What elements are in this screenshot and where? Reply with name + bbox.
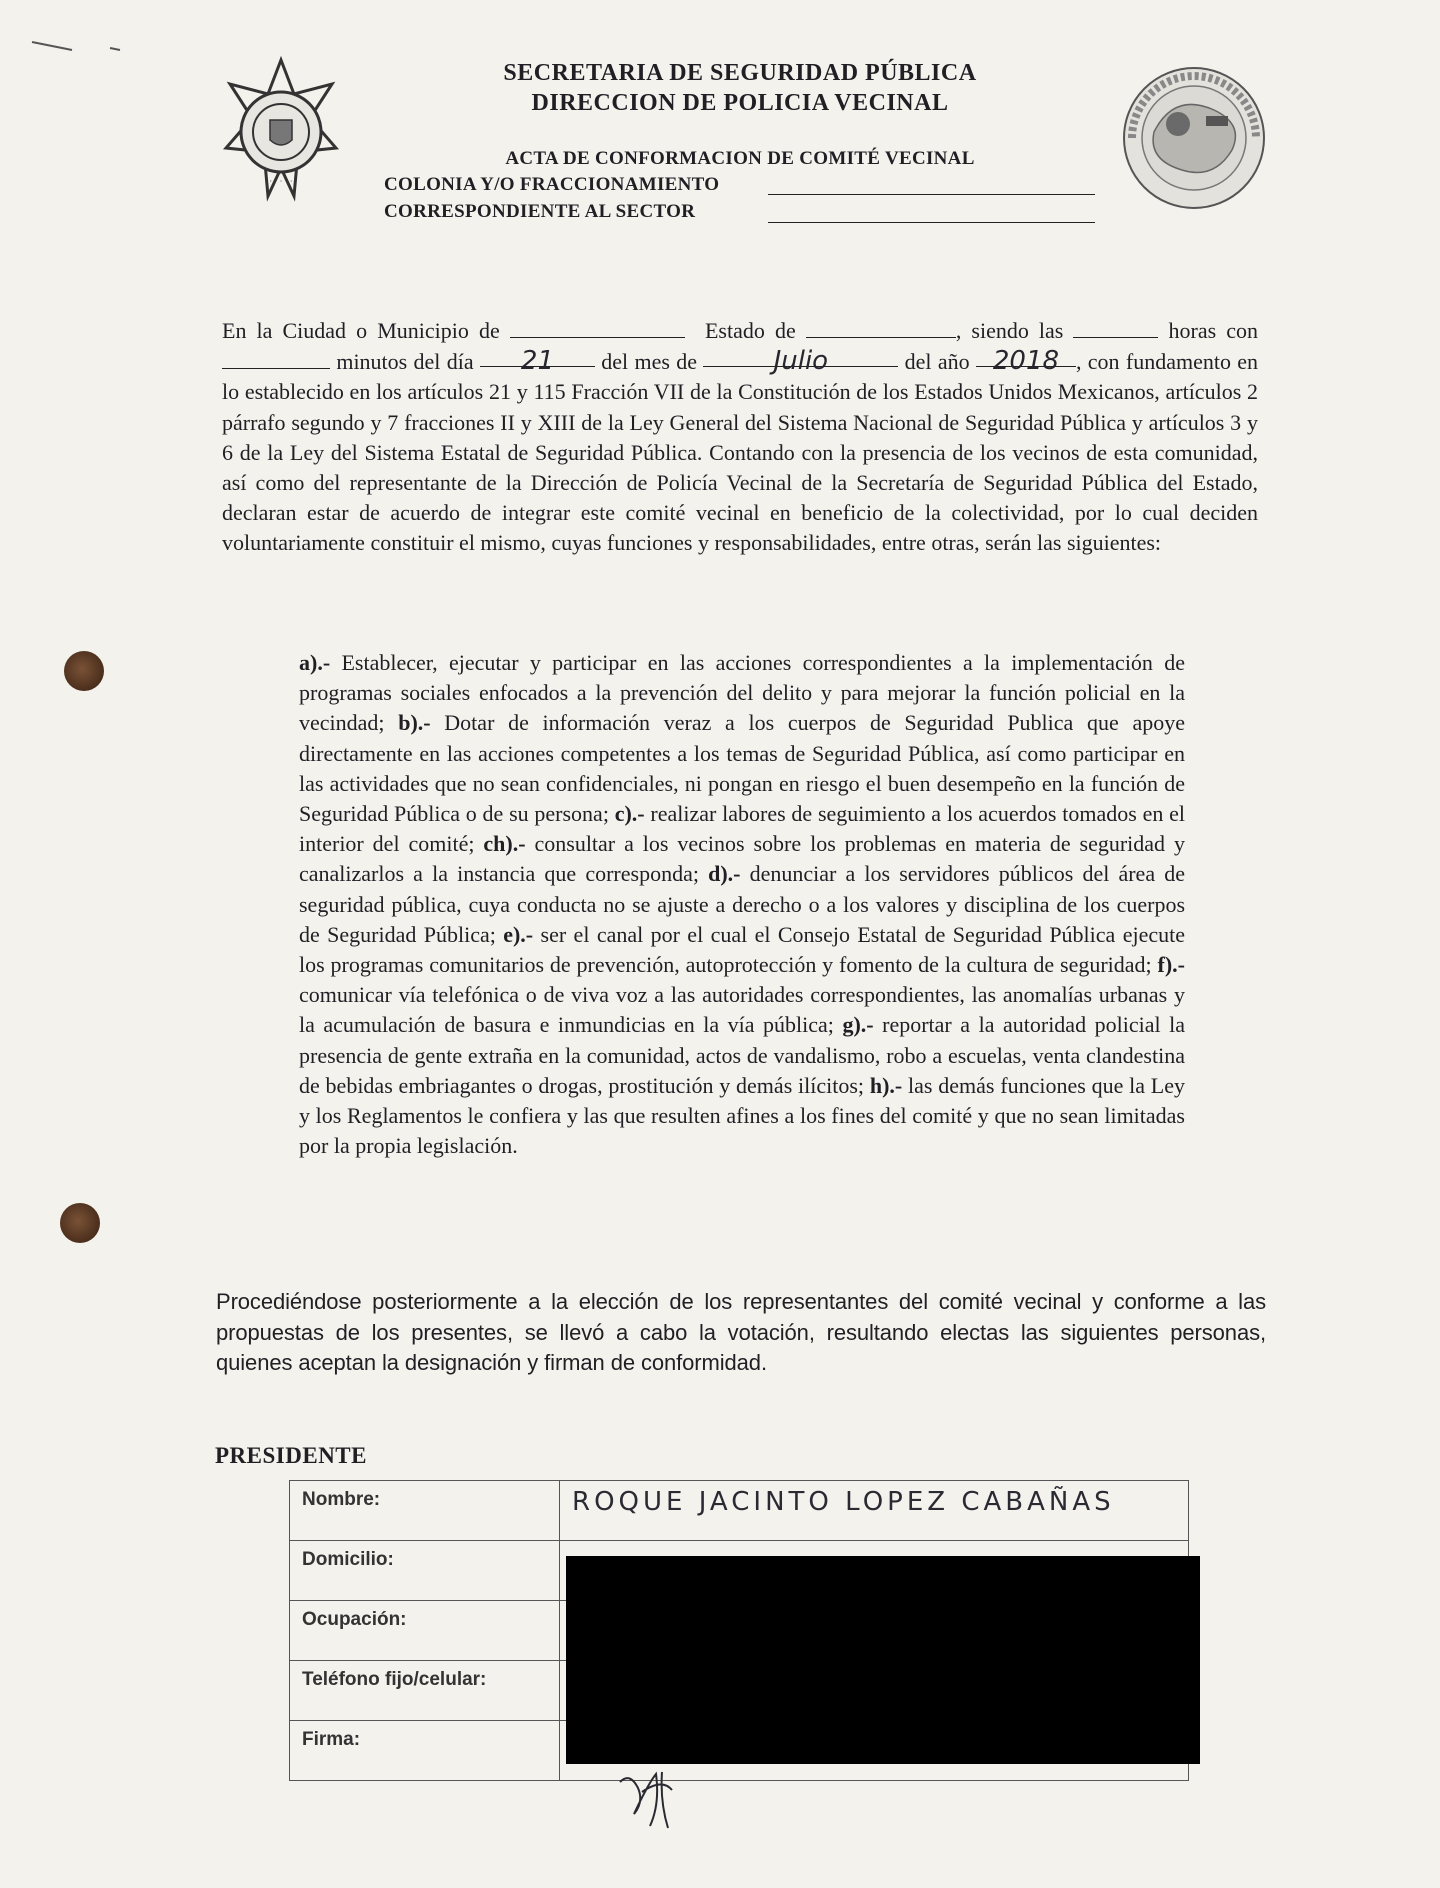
intro-text-2: Estado de — [704, 318, 796, 343]
intro-text-4: horas con — [1168, 318, 1259, 343]
intro-text-8: , con fundamento en lo establecido en los artículos 21 y 115 Fracción VII de la Constitución de los Estados Unidos Mexicanos, artículos 2 párrafo segundo y 7 fracciones II y XIII de la Ley General del Sistema Nacional de Seguridad Pública y artículos 3 y 6 de la Ley del Sistema Estatal de Seguridad Pública. Contando con la presencia de los vecinos de esta comunidad, así como del representante de la Dirección de Policía Vecinal de la Secretaría de Seguridad Pública del Estado, declaran estar de acuerdo de integrar este comité vecinal en beneficio de la colectividad, por lo cual deciden voluntariamente constituir el mismo, cuyas funciones y responsabilidades, entre otras, serán las siguientes: — [222, 349, 1259, 556]
colonia-blank — [768, 194, 1095, 195]
function-d-text: denunciar a los servidores públicos del área de seguridad pública, cuya conducta no se ajuste a derecho o a los valores y disciplina de los cuerpos de Seguridad Pública; — [299, 861, 1185, 947]
nombre-label: Nombre: — [290, 1481, 560, 1541]
estado-blank — [806, 317, 956, 338]
nombre-value-cell — [560, 1481, 1189, 1541]
firma-label: Firma: — [290, 1721, 560, 1781]
function-a-label: a).- — [299, 650, 331, 675]
anio-value: 2018 — [992, 346, 1060, 377]
colonia-label: COLONIA Y/O FRACCIONAMIENTO — [384, 174, 720, 195]
punch-hole-bottom — [60, 1203, 100, 1243]
horas-blank — [1073, 317, 1158, 338]
intro-text-6: del mes de — [601, 349, 698, 375]
function-e-label: e).- — [503, 921, 534, 947]
intro-text-1: En la Ciudad o Municipio de — [222, 318, 500, 343]
function-f-label: f).- — [1157, 952, 1185, 978]
functions-paragraph — [299, 648, 1185, 1161]
closing-paragraph: Procediéndose posteriormente a la elección de los representantes del comité vecinal y conforme a las propuestas de los presentes, se llevó a cabo la votación, resultando electas las siguientes personas, quienes aceptan la designación y firman de conformidad. — [216, 1289, 1266, 1375]
sector-blank — [768, 222, 1095, 223]
intro-text-5: minutos del día — [336, 349, 474, 375]
dia-field — [480, 346, 595, 377]
function-c-label: c).- — [614, 801, 645, 827]
header-title-line-2: DIRECCION DE POLICIA VECINAL — [531, 90, 949, 116]
function-c-text: realizar labores de seguimiento a los acuerdos tomados en el interior del comité; — [299, 801, 1185, 857]
function-f-text: comunicar vía telefónica o de viva voz a las autoridades correspondientes, las anomalías urbanas y la acumulación de basura e inmundicias en la vía pública; — [299, 982, 1185, 1038]
dia-value: 21 — [520, 346, 554, 377]
function-d-label: d).- — [708, 861, 741, 887]
function-g-text: reportar a la autoridad policial la presencia de gente extraña en la comunidad, actos de vandalismo, robo a escuelas, venta clandestina de bebidas embriagantes o drogas, prostitución y demás ilícitos; — [299, 1012, 1185, 1098]
signature-scribble — [612, 1762, 682, 1832]
function-b-text: Dotar de información veraz a los cuerpos de Seguridad Publica que apoye directamente en las acciones competentes a los temas de Seguridad Pública, así como participar en las actividades que no sean confidenciales, ni pongan en riesgo el buen desempeño en la función de Seguridad Pública o de su persona; — [299, 710, 1185, 827]
minutos-blank — [222, 348, 330, 369]
function-g-label: g).- — [842, 1012, 874, 1038]
anio-field — [976, 346, 1076, 377]
domicilio-label: Domicilio: — [290, 1541, 560, 1601]
function-h-text: las demás funciones que la Ley y los Reglamentos le confiera y las que resulten afines a los fines del comité y que no sean limitadas por la propia legislación. — [299, 1072, 1186, 1159]
presidente-heading: PRESIDENTE — [215, 1443, 367, 1468]
municipio-blank — [510, 317, 685, 338]
svg-text:· · · · ·: · · · · · — [269, 177, 293, 186]
function-a-text: Establecer, ejecutar y participar en las acciones correspondientes a la implementación de programas sociales enfocados a la prevención del delito y para mejorar la función policial en la vecindad; — [299, 650, 1185, 736]
telefono-label: Teléfono fijo/celular: — [290, 1661, 560, 1721]
stray-mark — [30, 36, 130, 56]
mes-field — [703, 346, 898, 377]
redaction-box — [566, 1556, 1200, 1764]
function-h-label: h).- — [869, 1072, 903, 1098]
ocupacion-label: Ocupación: — [290, 1601, 560, 1661]
mes-value: Julio — [773, 346, 829, 377]
punch-hole-top — [64, 651, 104, 691]
function-ch-text: consultar a los vecinos sobre los problemas en materia de seguridad y canalizarlos a la instancia que corresponda; — [299, 831, 1185, 887]
header-title-line-1: SECRETARIA DE SEGURIDAD PÚBLICA — [503, 60, 977, 86]
nombre-value: ROQUE JACINTO LOPEZ CABAÑAS — [572, 1487, 1115, 1517]
police-star-emblem — [222, 56, 340, 206]
intro-text-3: , siendo las — [955, 318, 1064, 343]
sector-label: CORRESPONDIENTE AL SECTOR — [384, 201, 696, 222]
intro-paragraph — [222, 316, 1258, 559]
acta-heading: ACTA DE CONFORMACION DE COMITÉ VECINAL — [505, 148, 975, 169]
intro-text-7: del año — [904, 349, 970, 375]
function-b-label: b).- — [398, 710, 431, 736]
consejo-seal — [1110, 62, 1276, 212]
function-e-text: ser el canal por el cual el Consejo Estatal de Seguridad Pública ejecute los programas comunitarios de prevención, autoprotección y fomento de la cultura de seguridad; — [299, 921, 1185, 978]
function-ch-label: ch).- — [483, 831, 526, 857]
table-row — [290, 1481, 1189, 1541]
